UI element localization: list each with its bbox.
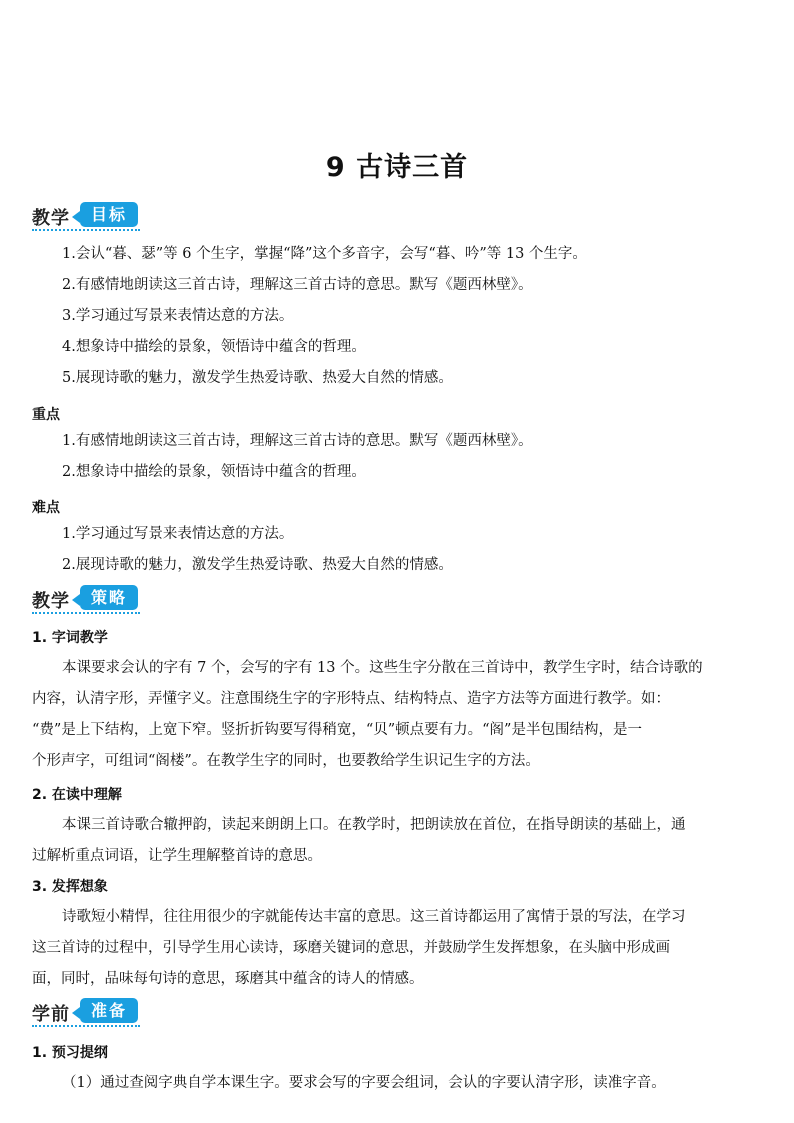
paragraph-line: 本课要求会认的字有 7 个，会写的字有 13 个。这些生字分散在三首诗中，教学生字时，结合诗歌的 — [62, 660, 703, 676]
strategy-heading: 1. 字词教学 — [32, 630, 108, 646]
goal-item: 3.学习通过写景来表情达意的方法。 — [62, 308, 294, 324]
section-header-goals — [32, 202, 142, 232]
section-header-strategy — [32, 585, 142, 615]
section-header-prep — [32, 998, 142, 1028]
difficult-point-item: 2.展现诗歌的魅力，激发学生热爱诗歌、热爱大自然的情感。 — [62, 557, 453, 573]
difficult-point-item: 1.学习通过写景来表情达意的方法。 — [62, 526, 294, 542]
section-badge: 目标 — [80, 202, 138, 227]
paragraph-line: 面，同时，品味每句诗的意思，琢磨其中蕴含的诗人的情感。 — [32, 971, 424, 987]
goal-item: 2.有感情地朗读这三首古诗，理解这三首古诗的意思。默写《题西林壁》。 — [62, 277, 533, 293]
section-prefix: 教学 — [32, 208, 70, 229]
dotted-underline — [32, 229, 140, 231]
paragraph-line: 个形声字，可组词“阁楼”。在教学生字的同时，也要教给学生识记生字的方法。 — [32, 753, 540, 769]
difficult-points-label: 难点 — [32, 500, 60, 516]
paragraph-line: 内容，认清字形，弄懂字义。注意围绕生字的字形特点、结构特点、造字方法等方面进行教学。如： — [32, 691, 670, 707]
page-title: 9 古诗三首 — [325, 152, 469, 183]
paragraph-line: 诗歌短小精悍，往往用很少的字就能传达丰富的意思。这三首诗都运用了寓情于景的写法，在学习 — [62, 909, 686, 925]
dotted-underline — [32, 612, 140, 614]
strategy-heading: 2. 在读中理解 — [32, 787, 122, 803]
paragraph-line: 这三首诗的过程中，引导学生用心读诗，琢磨关键词的意思，并鼓励学生发挥想象，在头脑中形成画 — [32, 940, 670, 956]
key-point-item: 2.想象诗中描绘的景象，领悟诗中蕴含的哲理。 — [62, 464, 366, 480]
section-prefix: 教学 — [32, 591, 70, 612]
key-points-label: 重点 — [32, 407, 60, 423]
badge-arrow-icon — [72, 211, 80, 223]
goal-item: 4.想象诗中描绘的景象，领悟诗中蕴含的哲理。 — [62, 339, 366, 355]
prep-heading: 1. 预习提纲 — [32, 1045, 108, 1061]
strategy-heading: 3. 发挥想象 — [32, 879, 108, 895]
paragraph-line: “费”是上下结构，上宽下窄。竖折折钩要写得稍宽，“贝”顿点要有力。“阁”是半包围结构，是一 — [32, 722, 642, 738]
key-point-item: 1.有感情地朗读这三首古诗，理解这三首古诗的意思。默写《题西林壁》。 — [62, 433, 533, 449]
goal-item: 1.会认“暮、瑟”等 6 个生字，掌握“降”这个多音字，会写“暮、吟”等 13 个生字。 — [62, 246, 587, 262]
paragraph-line: （1）通过查阅字典自学本课生字。要求会写的字要会组词，会认的字要认清字形，读准字音。 — [62, 1075, 666, 1091]
paragraph-line: 过解析重点词语，让学生理解整首诗的意思。 — [32, 848, 322, 864]
goal-item: 5.展现诗歌的魅力，激发学生热爱诗歌、热爱大自然的情感。 — [62, 370, 453, 386]
badge-arrow-icon — [72, 1007, 80, 1019]
dotted-underline — [32, 1025, 140, 1027]
paragraph-line: 本课三首诗歌合辙押韵，读起来朗朗上口。在教学时，把朗读放在首位，在指导朗读的基础上，通 — [62, 817, 686, 833]
section-badge: 策略 — [80, 585, 138, 610]
badge-arrow-icon — [72, 594, 80, 606]
section-badge: 准备 — [80, 998, 138, 1023]
section-prefix: 学前 — [32, 1004, 70, 1025]
